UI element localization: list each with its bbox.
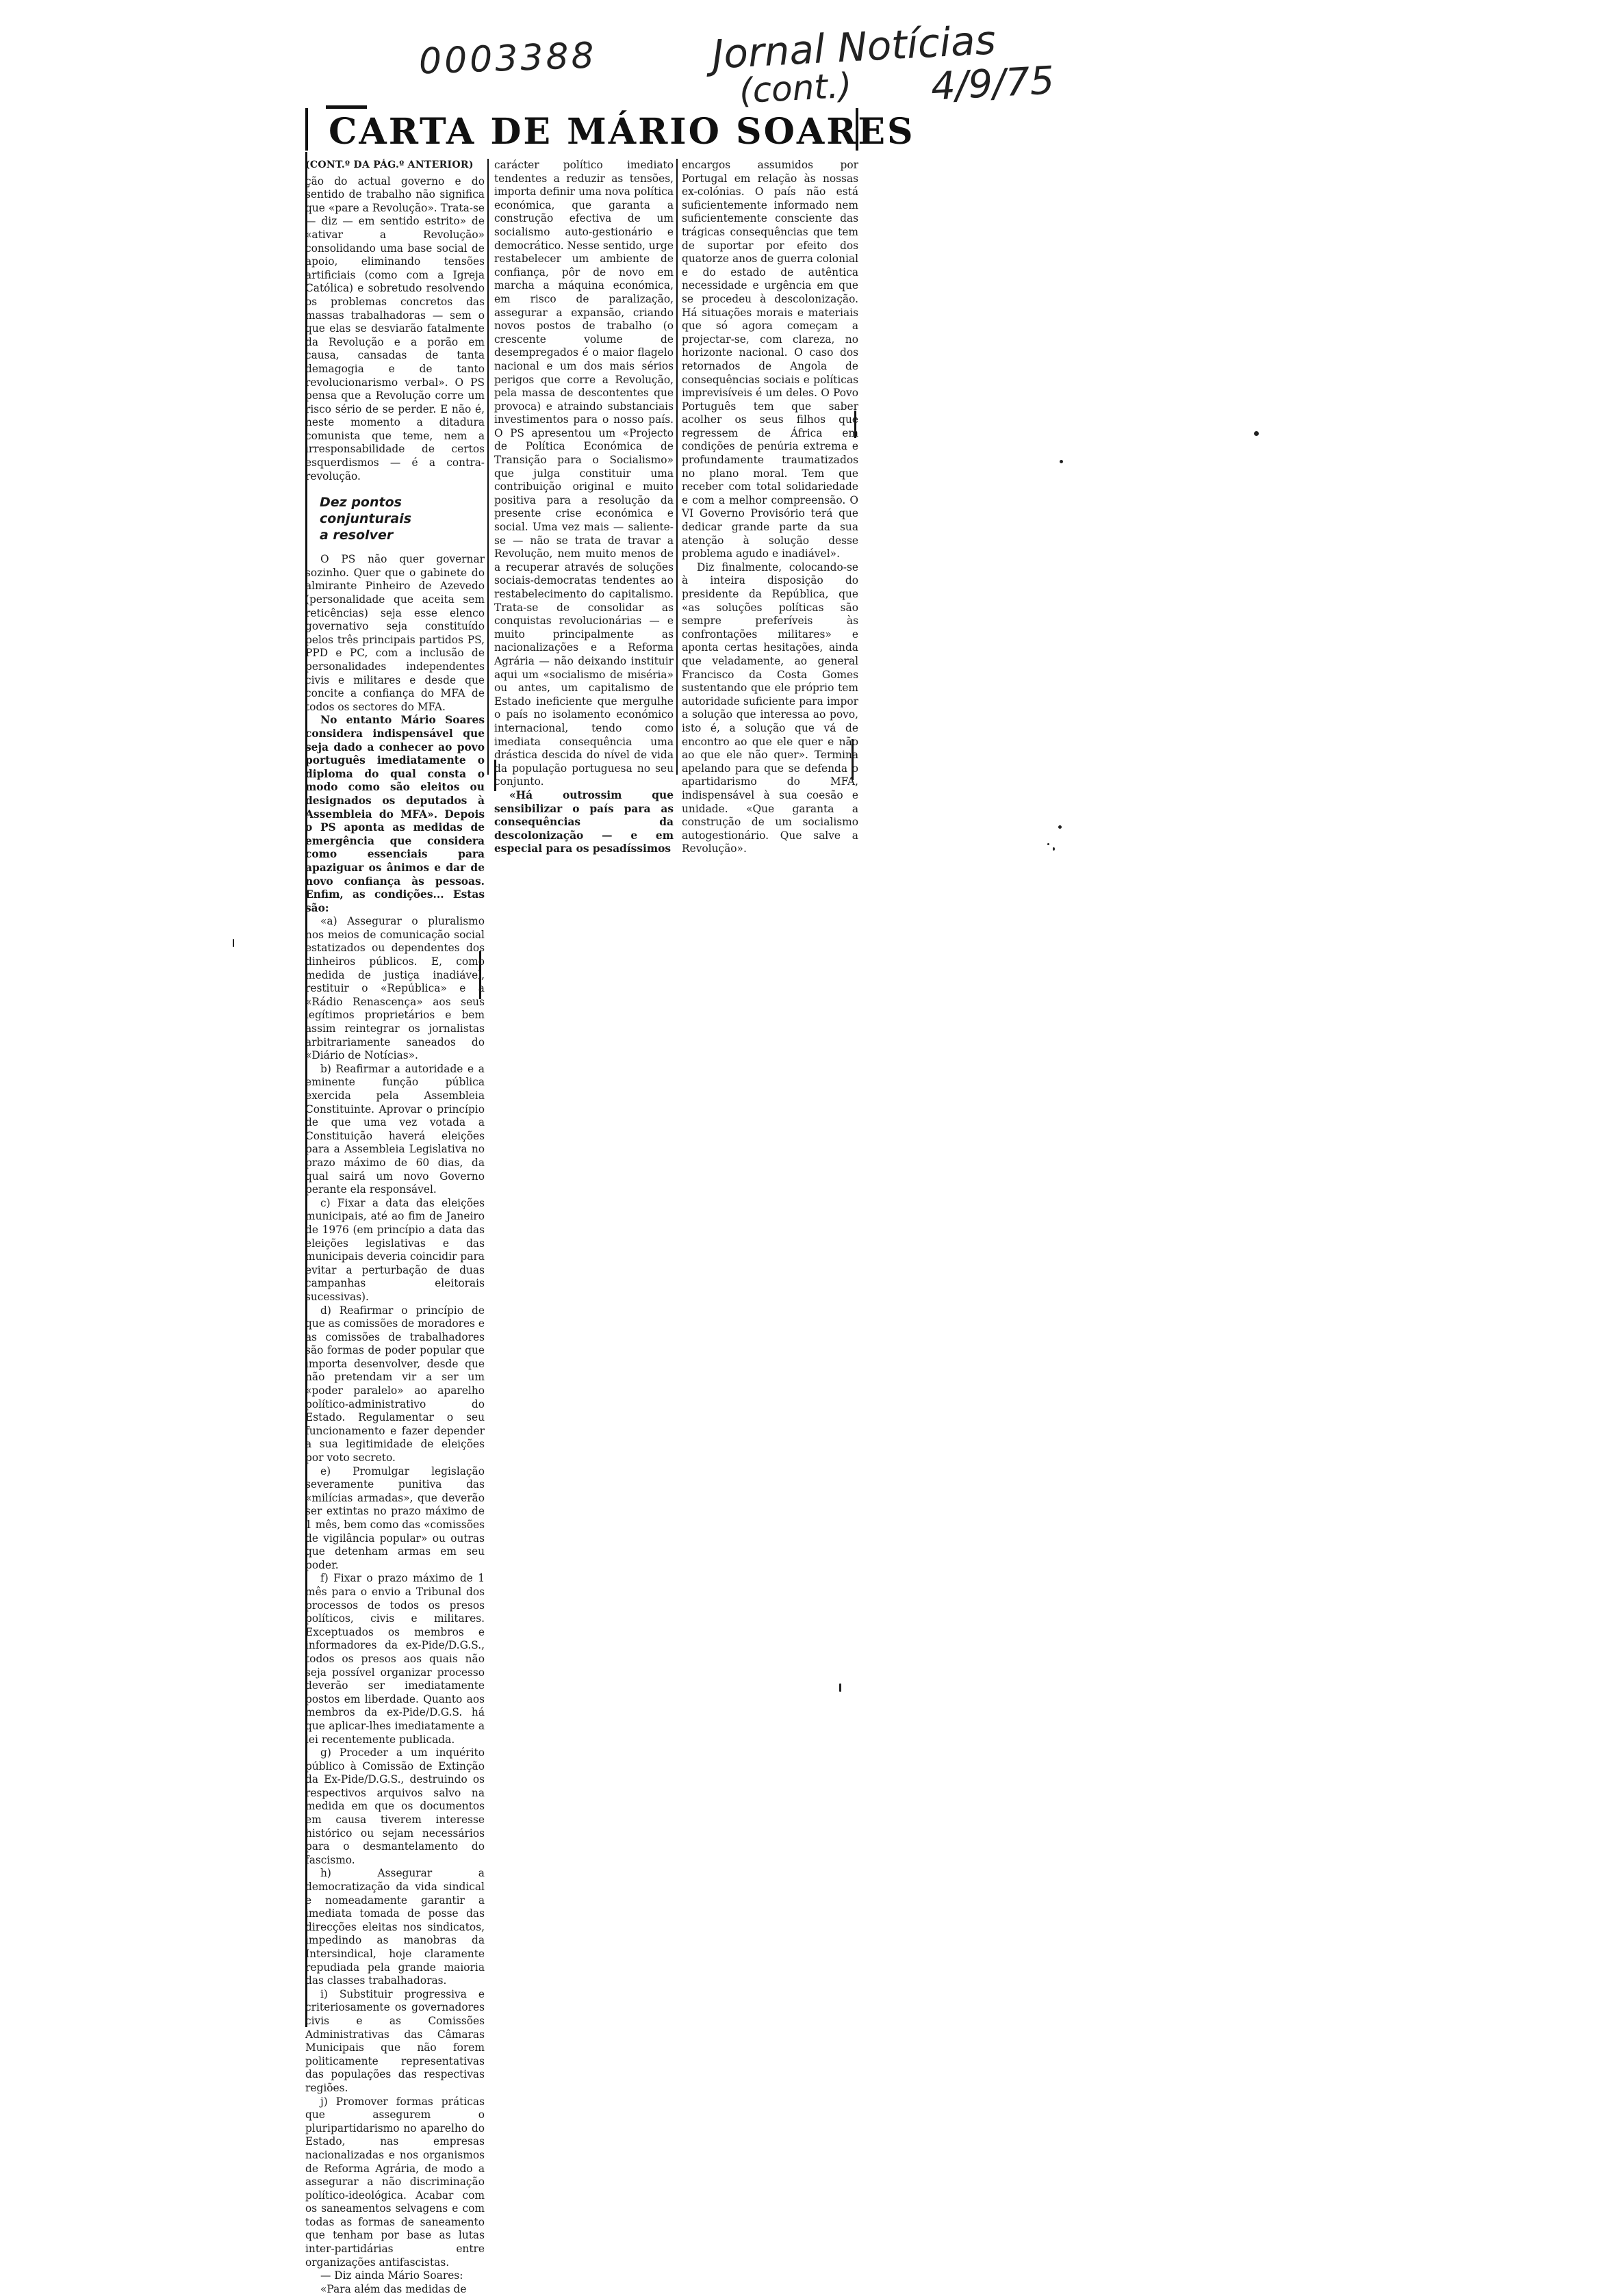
point-b: b) Reafirmar a autoridade e a eminente função pública exercida pela Assembleia Constituinte. Aprovar o princípio de que uma vez votada a Constituição haverá eleições para a Assembleia Legislativa no prazo máximo de 60 dias, da qual sairá um novo Governo perante ela responsável.	[305, 1062, 485, 1196]
paragraph: O PS não quer governar sozinho. Quer que o gabinete do almirante Pinheiro de Azevedo (personalidade que aceita sem reticências) seja esse elenco governativo seja constituído pelos três principais partidos PS, PPD e PC, com a inclusão de personalidades independentes civis e militares e desde que concite a confiança do MFA de todos os sectores do MFA.	[305, 553, 485, 713]
column-divider-1	[487, 159, 489, 775]
source-annotation: Jornal Notícias	[711, 16, 997, 78]
headline-box	[305, 108, 915, 153]
date-annotation: 4/9/75	[930, 58, 1056, 109]
article-column-2	[494, 159, 674, 856]
subheading-line: Dez pontos	[320, 495, 402, 511]
scan-speck	[1254, 431, 1259, 436]
headline: CARTA DE MÁRIO SOARES	[329, 111, 915, 153]
article-column-1	[305, 159, 485, 2296]
scan-speck	[233, 939, 234, 947]
scan-speck	[1060, 460, 1063, 463]
point-j: j) Promover formas práticas que assegurem o pluripartidarismo no aparelho do Estado, nas empresas nacionalizadas e nos organismos de Reforma Agrária, de modo a assegurar a não discriminação político-ideológica. Acabar com os saneamentos selvagens e com todas as formas de saneamento que tenham por base as lutas inter-partidárias entre organizações antifascistas.	[305, 2095, 485, 2269]
paragraph: — Diz ainda Mário Soares:	[320, 2269, 463, 2282]
subheading-line: a resolver	[320, 528, 394, 543]
point-a: «a) Assegurar o pluralismo nos meios de comunicação social estatizados ou dependentes dos dinheiros públicos. E, como medida de justiça inadiável, restituir o «República» e a «Rádio Renascença» aos seus legítimos proprietários e bem assim reintegrar os jornalistas arbitrariamente saneados do «Diário de Notícias».	[305, 915, 485, 1062]
paragraph: carácter político imediato tendentes a reduzir as tensões, importa definir uma nova política económica, que garanta a construção efectiva de um socialismo auto-gestionário e democrático. Nesse sentido, urge restabelecer um ambiente de confiança, pôr de novo em marcha a máquina económica, em risco de paralização, assegurar a expansão, criando novos postos de trabalho (o crescente volume de desempregados é o maior flagelo nacional e um dos mais sérios perigos que corre a Revolução, pela massa de descontentes que provoca) e atraindo substanciais investimentos para o nosso país. O PS apresentou um «Projecto de Política Económica de Transição para o Socialismo» que julga constituir uma contribuição original e muito positiva para a resolução da presente crise económica e social. Uma vez mais — saliente-se — não se trata de travar a Revolução, nem muito menos de a recuperar através de soluções sociais-democratas tendentes ao restabelecimento do capitalismo. Trata-se de consolidar as conquistas revolucionárias — e muito principalmente as nacionalizações e a Reforma Agrária — não deixando instituir aqui um «socialismo de miséria» ou antes, um capitalismo de Estado ineficiente que mergulhe o país no isolamento económico internacional, tendo como imediata consequência uma drástica descida do nível de vida da população portuguesa no seu conjunto.	[494, 159, 674, 788]
point-g: g) Proceder a um inquérito público à Comissão de Extinção da Ex-Pide/D.G.S., destruindo os respectivos arquivos salvo na medida em que os documentos em causa tiverem interesse histórico ou sejam necessários para o desmantelamento do fascismo.	[305, 1746, 485, 1866]
subheading-line: conjunturais	[320, 511, 412, 527]
column-divider-2	[676, 159, 678, 775]
scan-speck	[1047, 843, 1049, 845]
point-h: h) Assegurar a democratização da vida sindical e nomeadamente garantir a imediata tomada de posse das direcções eleitas nos sindicatos, impedindo as manobras da Intersindical, hoje claramente repudiada pela grande maioria das classes trabalhadoras.	[305, 1867, 485, 1987]
point-e: e) Promulgar legislação severamente punitiva das «milícias armadas», que deverão ser extintas no prazo máximo de 1 mês, bem como das «comissões de vigilância popular» ou outras que detenham armas em seu poder.	[305, 1465, 485, 1571]
point-d: d) Reafirmar o princípio de que as comissões de moradores e as comissões de trabalhadores são formas de poder popular que importa desenvolver, desde que não pretendam vir a ser um «poder paralelo» ao aparelho político-administrativo do Estado. Regulamentar o seu funcionamento e fazer depender a sua legitimidade de eleições por voto secreto.	[305, 1304, 485, 1465]
continuation-annotation: (cont.)	[738, 65, 853, 112]
scan-speck	[1058, 825, 1062, 829]
point-i: i) Substituir progressiva e criteriosamente os governadores civis e as Comissões Administrativas das Câmaras Municipais que não forem politicamente representativas das populações das respectivas regiões.	[305, 1987, 485, 2094]
continuation-label: (CONT.º DA PÁG.º ANTERIOR)	[305, 159, 474, 170]
paragraph: «Para além das medidas de	[320, 2282, 467, 2295]
point-c: c) Fixar a data das eleições municipais, até ao fim de Janeiro de 1976 (em princípio a data das eleições legislativas e das municipais deveria coincidir para evitar a perturbação de duas campanhas eleitorais sucessivas).	[305, 1196, 485, 1303]
point-f: f) Fixar o prazo máximo de 1 mês para o envio a Tribunal dos processos de todos os presos políticos, civis e militares. Exceptuados os membros e informadores da ex-Pide/D.G.S., todos os presos aos quais não seja possível organizar processo deverão ser imediatamente postos em liberdade. Quanto aos membros da ex-Pide/D.G.S. há que aplicar-lhes imediatamente a lei recentemente publicada.	[305, 1572, 485, 1746]
subheading	[305, 494, 485, 543]
paragraph: encargos assumidos por Portugal em relação às nossas ex-colónias. O país não está suficientemente informado nem suficientemente consciente das trágicas consequências que tem de suportar por efeito dos quatorze anos de guerra colonial e do estado de autêntica necessidade e urgência em que se procedeu à descolonização. Há situações morais e materiais que só agora começam a projectar-se, com clareza, no horizonte nacional. O caso dos retornados de Angola de consequências sociais e políticas imprevisíveis é um deles. O Povo Português tem que saber acolher os seus filhos que regressem de África em condições de penúria extrema e profundamente traumatizados no plano moral. Tem que receber com total solidariedade e com a melhor compreensão. O VI Governo Provisório terá que dedicar grande parte da sua atenção à solução desse problema agudo e inadiável».	[682, 159, 858, 560]
article-column-3	[682, 159, 858, 856]
scan-speck	[1053, 847, 1055, 851]
scan-speck	[839, 1684, 841, 1692]
paragraph: ção do actual governo e do sentido de trabalho não significa que «pare a Revolução». Trata-se — diz — em sentido estrito» de «ativar a Revolução» consolidando uma base social de apoio, eliminando tensões artificiais (como com a Igreja Católica) e sobretudo resolvendo os problemas concretos das massas trabalhadoras — sem o que elas se desviarão fatalmente da Revolução e a porão em causa, cansadas de tanta demagogia e de tanto revolucionarismo verbal». O PS pensa que a Revolução corre um risco sério de se perder. E não é, neste momento a ditadura comunista que teme, nem a irresponsabilidade de certos esquerdismos — é a contra-revolução.	[305, 175, 485, 482]
paragraph: No entanto Mário Soares considera indispensável que seja dado a conhecer ao povo português imediatamente o diploma do qual consta o modo como são eleitos ou designados os deputados à Assembleia do MFA». Depois o PS aponta as medidas de emergência que considera como essenciais para apaziguar os ânimos e dar de novo confiança às pessoas. Enfim, as condições... Estas são:	[305, 714, 485, 914]
archive-number: 0003388	[418, 35, 598, 83]
paragraph: Diz finalmente, colocando-se à inteira disposição do presidente da República, que «as soluções políticas são sempre preferíveis às confrontações militares» e aponta certas hesitações, ainda que veladamente, ao general Francisco da Costa Gomes sustentando que ele próprio tem autoridade suficiente para impor a solução que interessa ao povo, isto é, a solução que vá de encontro ao que ele quer e não ao que ele não quer». Termina apelando para que se defenda o apartidarismo do MFA, indispensável à sua coesão e unidade. «Que garanta a construção de um socialismo autogestionário. Que salve a Revolução».	[682, 560, 858, 855]
paragraph: «Há outrossim que sensibilizar o país para as consequências da descolonização — e em especial para os pesadíssimos	[494, 788, 674, 855]
